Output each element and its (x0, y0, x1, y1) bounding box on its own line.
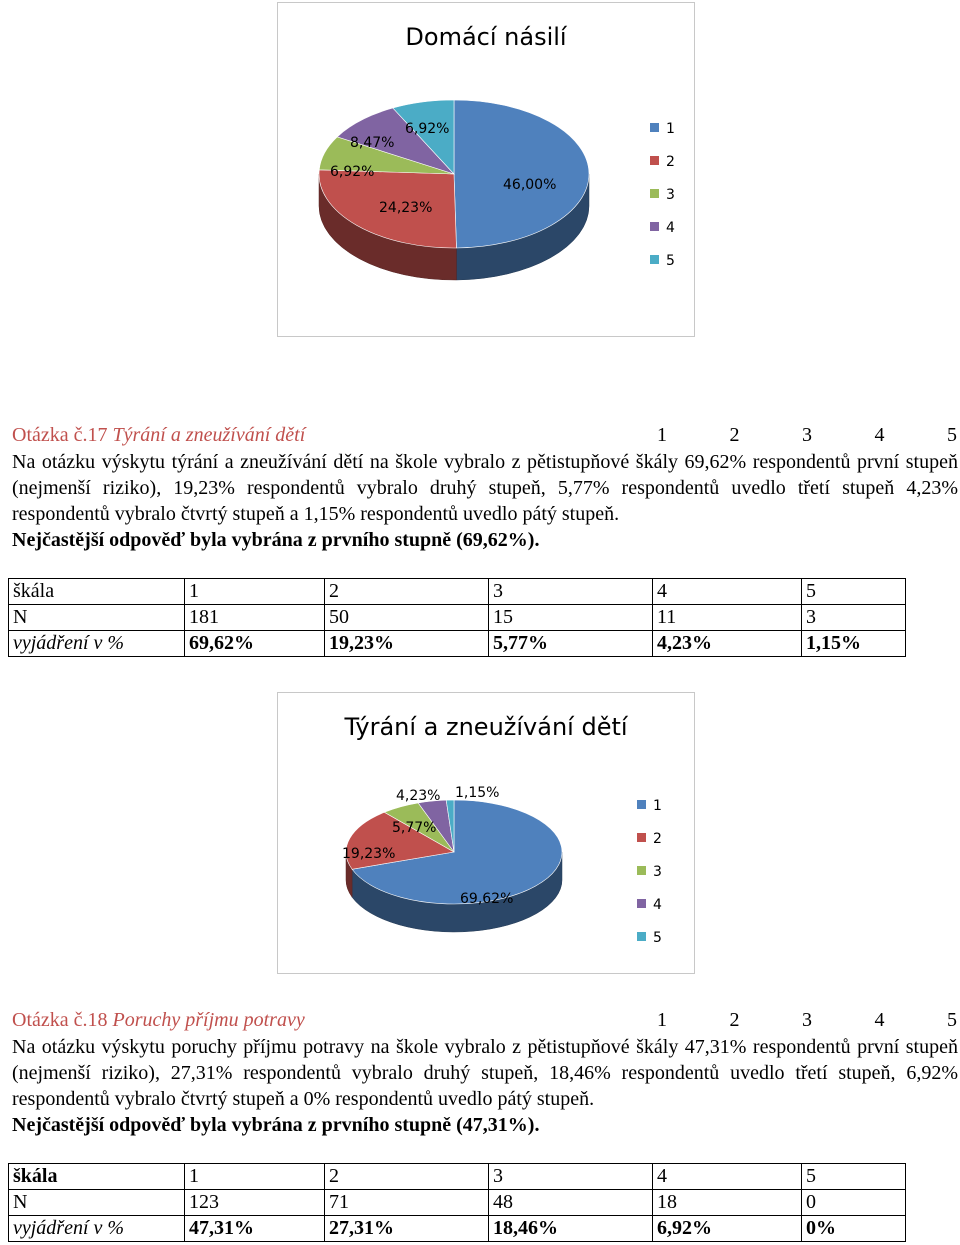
scale-value: 4 (874, 424, 885, 446)
legend-swatch (650, 123, 659, 132)
legend-label: 2 (653, 831, 662, 847)
scale-value: 2 (729, 1009, 740, 1031)
table-row (9, 605, 906, 631)
table-cell: 1 (185, 1164, 325, 1190)
table-cell: 69,62% (185, 631, 325, 657)
pie-data-label: 5,77% (392, 820, 437, 836)
question-18-table (8, 1163, 906, 1242)
scale-value: 1 (657, 424, 667, 446)
chart-domestic-violence (277, 2, 695, 337)
legend-label: 4 (653, 897, 662, 913)
legend-label: 3 (653, 864, 662, 880)
pie-data-label: 8,47% (350, 135, 395, 151)
table-row (9, 1216, 906, 1242)
table-cell: 18 (653, 1190, 802, 1216)
table-cell: 19,23% (325, 631, 489, 657)
table-cell: 50 (325, 605, 489, 631)
table-cell: 0 (802, 1190, 906, 1216)
legend-label: 1 (666, 121, 675, 137)
scale-value: 4 (874, 1009, 885, 1031)
question-title: Poruchy příjmu potravy (112, 1009, 305, 1031)
legend-swatch (650, 189, 659, 198)
table-cell: 47,31% (185, 1216, 325, 1242)
table-cell: 123 (185, 1190, 325, 1216)
question-18-paragraph (12, 1034, 958, 1138)
question-18-heading (12, 1009, 957, 1032)
table-cell: vyjádření v % (9, 1216, 185, 1242)
pie-data-label: 4,23% (396, 788, 441, 804)
legend-label: 3 (666, 187, 675, 203)
legend-swatch (650, 156, 659, 165)
table-cell: vyjádření v % (9, 631, 185, 657)
scale-value: 2 (729, 424, 740, 446)
table-cell: 181 (185, 605, 325, 631)
table-cell: 4 (653, 1164, 802, 1190)
question-17-heading (12, 424, 957, 447)
pie-data-label: 46,00% (503, 177, 557, 193)
table-row (9, 1190, 906, 1216)
table-cell: 3 (489, 1164, 653, 1190)
table-cell: 3 (489, 579, 653, 605)
question-number: 18 (87, 1009, 108, 1031)
legend-label: 4 (666, 220, 675, 236)
pie-data-label: 24,23% (379, 200, 433, 216)
scale-value: 3 (802, 1009, 812, 1031)
legend-swatch (637, 800, 646, 809)
pie-data-label: 1,15% (455, 785, 500, 801)
table-row (9, 579, 906, 605)
table-cell: 71 (325, 1190, 489, 1216)
table-cell: 0% (802, 1216, 906, 1242)
table-cell: 15 (489, 605, 653, 631)
question-prefix: Otázka č. (12, 424, 88, 446)
pie-chart-svg (278, 3, 694, 336)
pie-data-label: 19,23% (342, 846, 396, 862)
legend-swatch (637, 833, 646, 842)
chart-child-abuse (277, 692, 695, 974)
table-cell: 18,46% (489, 1216, 653, 1242)
table-cell: 1 (185, 579, 325, 605)
table-cell: 2 (325, 579, 489, 605)
scale-value: 5 (947, 1009, 957, 1031)
question-prefix: Otázka č. (12, 1009, 88, 1031)
table-cell: 6,92% (653, 1216, 802, 1242)
legend-swatch (650, 255, 659, 264)
answer-summary: Na otázku výskytu týrání a zneužívání dětí na škole vybralo z pětistupňové škály 69,62% respondentů první stupeň (nejmenší riziko), 19,23% respondentů vybralo druhý stupeň, 5,77% respondentů uvedlo třetí stupeň 4,23% respondentů vybralo čtvrtý stupeň a 1,15% respondentů uvedlo pátý stupeň. (12, 451, 958, 525)
legend-label: 5 (666, 253, 675, 269)
table-cell: 11 (653, 605, 802, 631)
table-cell: škála (9, 579, 185, 605)
scale-value: 3 (802, 424, 812, 446)
pie-data-label: 6,92% (405, 121, 450, 137)
pie-data-label: 69,62% (460, 891, 514, 907)
table-cell: 3 (802, 605, 906, 631)
most-frequent-answer: Nejčastější odpověď byla vybrána z prvního stupně (47,31%). (12, 1114, 540, 1136)
table-cell: 5 (802, 1164, 906, 1190)
scale-row (657, 424, 957, 447)
table-cell: 48 (489, 1190, 653, 1216)
chart-title: Týrání a zneužívání dětí (344, 713, 628, 741)
table-cell: 4 (653, 579, 802, 605)
table-cell: škála (9, 1164, 185, 1190)
legend-label: 5 (653, 930, 662, 946)
table-cell: 5,77% (489, 631, 653, 657)
scale-value: 5 (947, 424, 957, 446)
legend-label: 2 (666, 154, 675, 170)
scale-value: 1 (657, 1009, 667, 1031)
table-row (9, 1164, 906, 1190)
table-cell: 5 (802, 579, 906, 605)
table-cell: 2 (325, 1164, 489, 1190)
table-cell: N (9, 1190, 185, 1216)
question-number: 17 (87, 424, 108, 446)
pie-data-label: 6,92% (330, 164, 375, 180)
table-cell: 4,23% (653, 631, 802, 657)
table-cell: N (9, 605, 185, 631)
legend-swatch (650, 222, 659, 231)
legend-swatch (637, 899, 646, 908)
question-17-table (8, 578, 906, 657)
chart-title: Domácí násilí (405, 23, 567, 51)
table-row (9, 631, 906, 657)
legend-swatch (637, 932, 646, 941)
legend-label: 1 (653, 798, 662, 814)
legend-swatch (637, 866, 646, 875)
table-cell: 27,31% (325, 1216, 489, 1242)
answer-summary: Na otázku výskytu poruchy příjmu potravy na škole vybralo z pětistupňové škály 47,31% respondentů první stupeň (nejmenší riziko), 27,31% respondentů vybralo druhý stupeň, 18,46% respondentů uvedlo třetí stupeň, 6,92% respondentů vybralo čtvrtý stupeň a 0% respondentů uvedlo pátý stupeň. (12, 1036, 958, 1110)
question-17-paragraph (12, 449, 958, 553)
scale-row (657, 1009, 957, 1032)
most-frequent-answer: Nejčastější odpověď byla vybrána z prvního stupně (69,62%). (12, 529, 540, 551)
table-cell: 1,15% (802, 631, 906, 657)
pie-chart-svg (278, 693, 694, 973)
question-title: Týrání a zneužívání dětí (112, 424, 306, 446)
